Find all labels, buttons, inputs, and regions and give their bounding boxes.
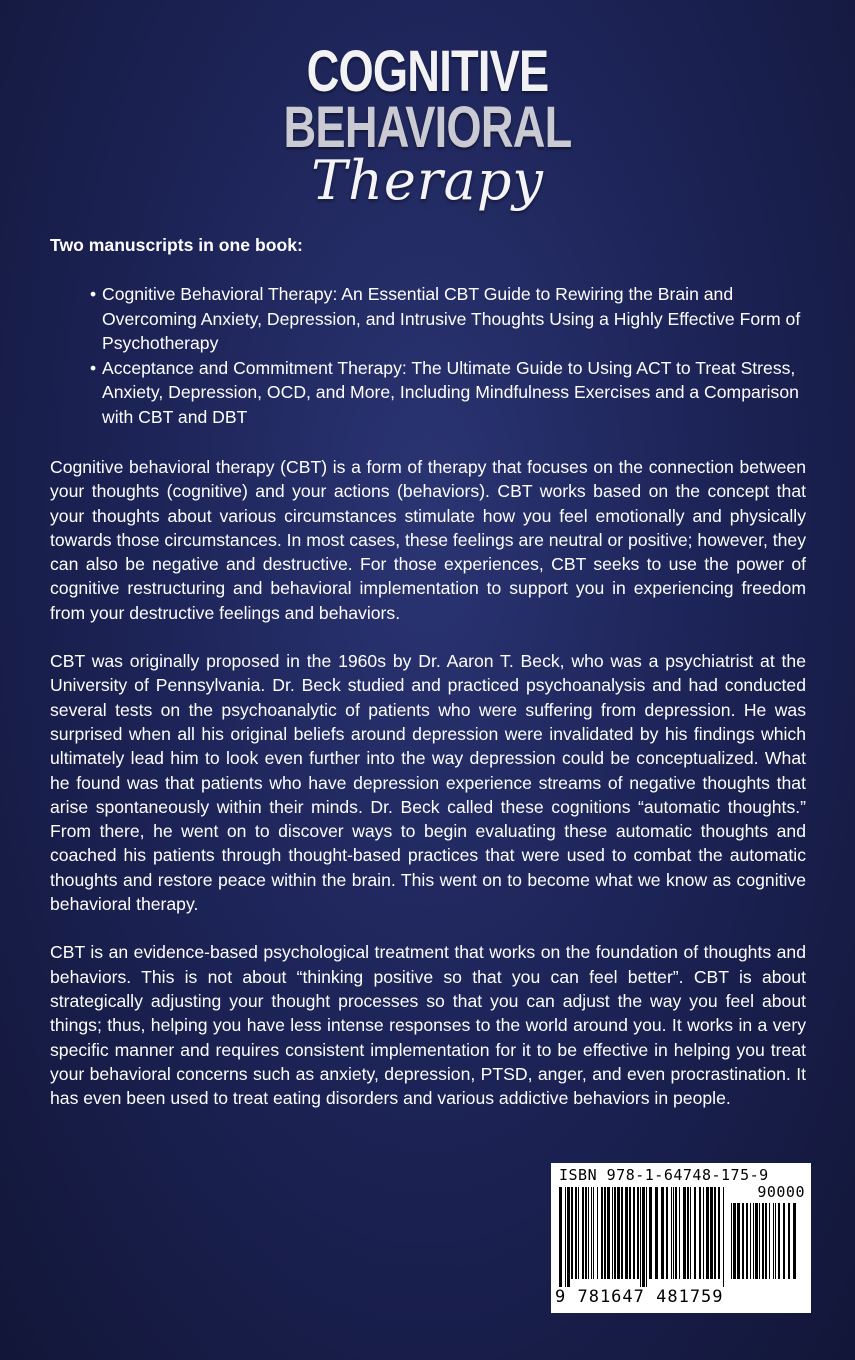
barcode-bar [585, 1187, 587, 1279]
manuscript-title: Cognitive Behavioral Therapy: An Essential CBT Guide to Rewiring the Brain and Overcoming Anxiety, Depression, and Intrusive Thoughts Using a Highly Effective Form of Psychotherapy [102, 284, 801, 353]
barcode-bar [775, 1203, 776, 1279]
barcode-bar [646, 1187, 647, 1287]
barcode-bar [655, 1187, 658, 1279]
bullet: • [90, 357, 97, 378]
barcode-bar [675, 1187, 677, 1279]
barcode-bar [778, 1203, 780, 1279]
barcode-bar [637, 1187, 639, 1279]
barcode-bar [723, 1187, 724, 1287]
barcode-bar [714, 1187, 716, 1279]
barcode-bar [604, 1187, 606, 1279]
barcode-bar [671, 1187, 672, 1279]
barcode-bar [559, 1187, 562, 1287]
barcode-bar [683, 1187, 686, 1279]
barcode-bar [649, 1187, 652, 1279]
barcode-bar [783, 1203, 785, 1279]
barcode-bar [582, 1187, 584, 1279]
barcode-bar [679, 1187, 680, 1279]
barcode-bar [601, 1187, 603, 1279]
barcode-bar [593, 1187, 594, 1279]
barcode-bar [575, 1187, 577, 1279]
barcode-bar [617, 1187, 620, 1279]
barcode-bar [731, 1203, 732, 1279]
list-item [90, 356, 806, 430]
barcode-bar [612, 1187, 613, 1279]
barcode-bar [591, 1187, 592, 1279]
barcode-bar [666, 1187, 668, 1279]
barcode-bar [607, 1187, 610, 1279]
isbn-barcode [551, 1163, 811, 1313]
barcode-bar [642, 1187, 645, 1287]
barcode-bar [690, 1187, 691, 1279]
barcode-bar [571, 1187, 573, 1279]
barcode-bar [773, 1203, 774, 1279]
barcode-bar [687, 1187, 689, 1279]
barcode-bar [567, 1187, 570, 1287]
cover-title [0, 39, 855, 212]
barcode-bar [753, 1203, 754, 1279]
barcode-bar [621, 1187, 623, 1279]
barcode-bar [710, 1187, 713, 1279]
barcode-bar [765, 1203, 767, 1279]
description-paragraph: CBT is an evidence-based psychological treatment that works on the foundation of thoughts and behaviors. This is not about “thinking positive so that you can feel better”. CBT is about strategically adjusting your thought processes so that you can adjust the way you feel about things; thus, helping you have less intense responses to the world around you. It works in a very specific manner and requires consistent implementation for it to be effective in helping you treat your behavioral concerns such as anxiety, depression, PTSD, anger, and even procrastination. It has even been used to treat eating disorders and various addictive behaviors in people. [50, 942, 806, 1109]
title-line-behavioral: BEHAVIORAL [283, 95, 572, 160]
list-item [90, 282, 806, 356]
barcode-bar [742, 1203, 744, 1279]
price-code: 90000 [757, 1183, 805, 1201]
isbn-number: ISBN 978-1-64748-175-9 [559, 1166, 769, 1184]
manuscript-title: Acceptance and Commitment Therapy: The Ultimate Guide to Using ACT to Treat Stress, Anxiety, Depression, OCD, and More, Including Mindfulness Exercises and a Comparison with CBT and DBT [102, 357, 799, 427]
barcode-bar [759, 1203, 760, 1279]
barcode-bar [597, 1187, 598, 1279]
addon-bars [731, 1203, 801, 1287]
back-cover-text [50, 234, 806, 1134]
barcode-bar [718, 1187, 720, 1279]
barcode-bar [769, 1203, 770, 1279]
ean-digits: 9 781647 481759 [555, 1287, 724, 1307]
bullet: • [90, 284, 97, 304]
barcode-bar [625, 1187, 628, 1279]
barcode-bar [746, 1203, 748, 1279]
title-line-cognitive: COGNITIVE [306, 39, 549, 104]
barcode-bar [633, 1187, 635, 1279]
barcode-bar [640, 1187, 641, 1287]
barcode-bar [733, 1203, 736, 1279]
barcode-bar [694, 1187, 696, 1279]
description-paragraph: Cognitive behavioral therapy (CBT) is a form of therapy that focuses on the connection between your thoughts (cognitive) and your actions (behaviors). CBT works based on the concept that your thoughts about various circumstances stimulate how you feel emotionally and physically towards those circumstances. In most cases, these feelings are neutral or positive; however, they can also be negative and destructive. For those experiences, CBT seeks to use the power of cognitive restructuring and behavioral implementation to support you in experiencing freedom from your destructive feelings and behaviors. [50, 457, 806, 623]
barcode-bar [762, 1203, 764, 1279]
description-paragraph: CBT was originally proposed in the 1960s by Dr. Aaron T. Beck, who was a psychiatrist at the University of Pennsylvania. Dr. Beck studied and practiced psychoanalysis and had conducted several tests on the psychoanalytic of patients who were suffering from depression. He was surprised when all his original beliefs around depression were invalidated by his findings which ultimately lead him to look even further into the way depression could be conceptualized. What he found was that patients who have depression experience streams of negative thoughts that arise spontaneously within their minds. Dr. Beck called these cognitions “automatic thoughts.” From there, he went on to discover ways to begin evaluating these automatic thoughts and coached his patients through thought-based practices that were used to combat the automatic thoughts and restore peace within the brain. This went on to become what we know as cognitive behavioral therapy. [50, 651, 806, 915]
title-script-therapy: Therapy [311, 149, 544, 212]
barcode-bar [588, 1187, 589, 1279]
barcode-bar [750, 1203, 751, 1279]
barcode-bar [673, 1187, 674, 1279]
barcode-bar [755, 1203, 758, 1279]
barcode-bar [578, 1187, 579, 1279]
barcode-bar [661, 1187, 664, 1279]
barcode-bar [788, 1203, 790, 1279]
barcode-bar [699, 1187, 701, 1279]
barcode-bar [614, 1187, 616, 1279]
ean-bars [559, 1187, 729, 1287]
barcode-bar [703, 1187, 704, 1279]
barcode-bar [737, 1203, 740, 1279]
barcode-bar [629, 1187, 631, 1279]
barcode-bar [706, 1187, 709, 1279]
barcode-bar [565, 1187, 566, 1287]
manuscripts-heading: Two manuscripts in one book: [50, 235, 303, 255]
barcode-bar [793, 1203, 796, 1279]
manuscript-list [50, 282, 806, 429]
